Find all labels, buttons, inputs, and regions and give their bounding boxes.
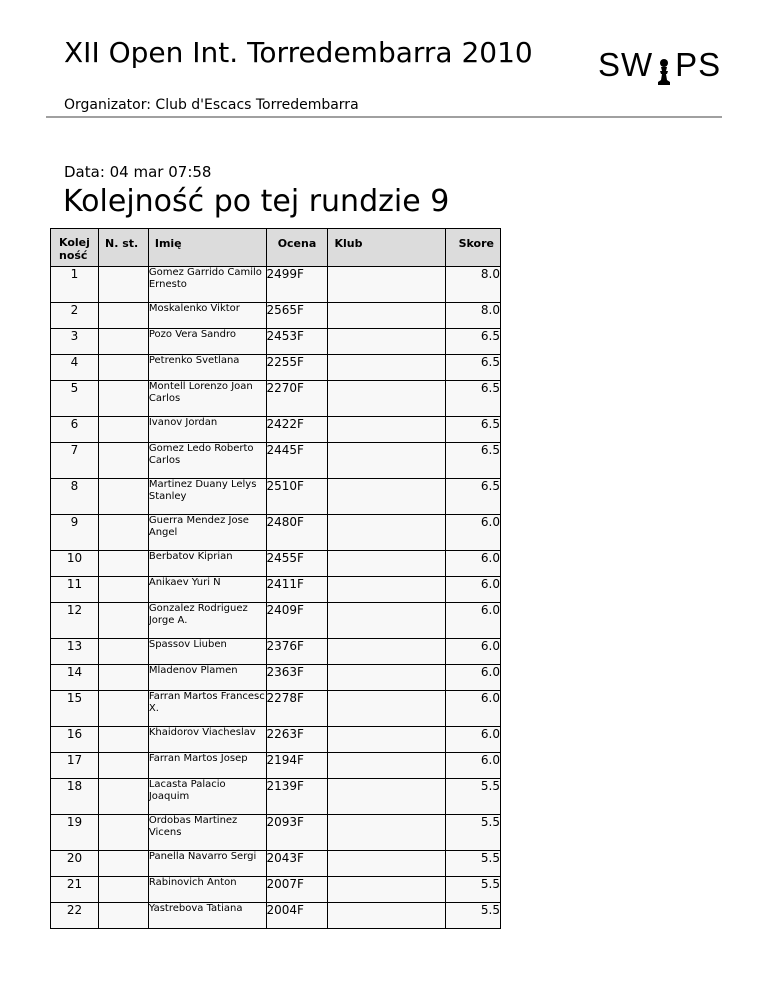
cell-rank: 3 (51, 329, 99, 355)
standings-body (51, 267, 501, 929)
cell-club (328, 355, 446, 381)
cell-start-no (98, 551, 148, 577)
cell-club (328, 603, 446, 639)
cell-rank: 13 (51, 639, 99, 665)
col-header-rank-line2: ność (59, 249, 88, 262)
cell-name: Pozo Vera Sandro (148, 329, 266, 355)
cell-start-no (98, 303, 148, 329)
table-row (51, 639, 501, 665)
cell-name: Montell Lorenzo Joan Carlos (148, 381, 266, 417)
cell-club (328, 727, 446, 753)
table-row (51, 443, 501, 479)
cell-club (328, 417, 446, 443)
table-row (51, 267, 501, 303)
cell-rating: 2278F (266, 691, 328, 727)
cell-rating: 2004F (266, 903, 328, 929)
cell-name: Martinez Duany Lelys Stanley (148, 479, 266, 515)
cell-rating: 2445F (266, 443, 328, 479)
cell-name: Khaidorov Viacheslav (148, 727, 266, 753)
table-header-row (51, 229, 501, 267)
cell-start-no (98, 753, 148, 779)
cell-start-no (98, 603, 148, 639)
cell-rating: 2565F (266, 303, 328, 329)
cell-club (328, 329, 446, 355)
table-row (51, 753, 501, 779)
cell-rank: 19 (51, 815, 99, 851)
cell-rating: 2411F (266, 577, 328, 603)
standings-table (50, 228, 501, 929)
table-row (51, 691, 501, 727)
col-header-rank-line1: Kolej (59, 236, 90, 249)
standings-heading: Kolejność po tej rundzie 9 (63, 184, 450, 219)
cell-name: Anikaev Yuri N (148, 577, 266, 603)
table-row (51, 815, 501, 851)
header-divider (46, 116, 722, 118)
cell-club (328, 779, 446, 815)
table-row (51, 779, 501, 815)
cell-rank: 1 (51, 267, 99, 303)
cell-club (328, 753, 446, 779)
cell-club (328, 577, 446, 603)
cell-club (328, 443, 446, 479)
cell-name: Petrenko Svetlana (148, 355, 266, 381)
table-row (51, 303, 501, 329)
table-row (51, 903, 501, 929)
table-row (51, 515, 501, 551)
cell-score: 5.5 (446, 779, 501, 815)
cell-rank: 6 (51, 417, 99, 443)
cell-rank: 8 (51, 479, 99, 515)
cell-rank: 20 (51, 851, 99, 877)
cell-club (328, 515, 446, 551)
cell-score: 5.5 (446, 815, 501, 851)
cell-name: Gonzalez Rodriguez Jorge A. (148, 603, 266, 639)
cell-name: Mladenov Plamen (148, 665, 266, 691)
report-date: Data: 04 mar 07:58 (64, 163, 212, 181)
cell-club (328, 639, 446, 665)
cell-name: Farran Martos Francesc X. (148, 691, 266, 727)
cell-score: 6.5 (446, 329, 501, 355)
col-header-club: Klub (328, 229, 446, 267)
cell-rating: 2480F (266, 515, 328, 551)
cell-score: 8.0 (446, 267, 501, 303)
cell-rating: 2422F (266, 417, 328, 443)
col-header-name: Imię (148, 229, 266, 267)
cell-score: 8.0 (446, 303, 501, 329)
cell-rank: 5 (51, 381, 99, 417)
cell-rating: 2376F (266, 639, 328, 665)
cell-rank: 7 (51, 443, 99, 479)
cell-score: 6.0 (446, 727, 501, 753)
cell-rating: 2007F (266, 877, 328, 903)
cell-rank: 16 (51, 727, 99, 753)
cell-start-no (98, 329, 148, 355)
cell-name: Guerra Mendez Jose Angel (148, 515, 266, 551)
organizer-line: Organizator: Club d'Escacs Torredembarra (64, 97, 359, 113)
table-row (51, 381, 501, 417)
cell-name: Gomez Garrido Camilo Ernesto (148, 267, 266, 303)
table-row (51, 577, 501, 603)
cell-rank: 17 (51, 753, 99, 779)
cell-score: 6.5 (446, 381, 501, 417)
table-row (51, 603, 501, 639)
swips-logo (598, 46, 721, 84)
cell-club (328, 551, 446, 577)
cell-club (328, 267, 446, 303)
cell-rating: 2409F (266, 603, 328, 639)
cell-name: Ivanov Jordan (148, 417, 266, 443)
cell-score: 6.5 (446, 417, 501, 443)
cell-rank: 18 (51, 779, 99, 815)
cell-name: Berbatov Kiprian (148, 551, 266, 577)
col-header-start-no: N. st. (98, 229, 148, 267)
cell-club (328, 877, 446, 903)
cell-start-no (98, 851, 148, 877)
cell-rating: 2453F (266, 329, 328, 355)
cell-score: 5.5 (446, 903, 501, 929)
cell-start-no (98, 355, 148, 381)
col-header-score: Skore (446, 229, 501, 267)
cell-start-no (98, 665, 148, 691)
cell-score: 6.0 (446, 603, 501, 639)
table-row (51, 355, 501, 381)
table-row (51, 727, 501, 753)
table-row (51, 665, 501, 691)
cell-score: 5.5 (446, 877, 501, 903)
cell-start-no (98, 443, 148, 479)
cell-score: 6.5 (446, 355, 501, 381)
table-row (51, 551, 501, 577)
cell-club (328, 691, 446, 727)
cell-start-no (98, 903, 148, 929)
cell-club (328, 479, 446, 515)
cell-rank: 10 (51, 551, 99, 577)
cell-rating: 2043F (266, 851, 328, 877)
table-row (51, 851, 501, 877)
cell-rank: 4 (51, 355, 99, 381)
cell-rating: 2255F (266, 355, 328, 381)
cell-rank: 14 (51, 665, 99, 691)
cell-club (328, 903, 446, 929)
cell-score: 6.5 (446, 443, 501, 479)
cell-name: Ordobas Martinez Vicens (148, 815, 266, 851)
cell-start-no (98, 267, 148, 303)
cell-rating: 2270F (266, 381, 328, 417)
cell-score: 6.5 (446, 479, 501, 515)
cell-start-no (98, 381, 148, 417)
cell-rank: 9 (51, 515, 99, 551)
cell-club (328, 815, 446, 851)
cell-name: Farran Martos Josep (148, 753, 266, 779)
cell-name: Lacasta Palacio Joaquim (148, 779, 266, 815)
cell-rank: 2 (51, 303, 99, 329)
cell-rank: 11 (51, 577, 99, 603)
col-header-rank (51, 229, 99, 267)
cell-club (328, 303, 446, 329)
cell-name: Yastrebova Tatiana (148, 903, 266, 929)
cell-rating: 2499F (266, 267, 328, 303)
chess-pawn-icon (654, 56, 674, 84)
cell-start-no (98, 417, 148, 443)
cell-start-no (98, 877, 148, 903)
table-row (51, 479, 501, 515)
tournament-title: XII Open Int. Torredembarra 2010 (64, 36, 533, 69)
cell-start-no (98, 727, 148, 753)
cell-rank: 15 (51, 691, 99, 727)
cell-score: 5.5 (446, 851, 501, 877)
cell-rating: 2363F (266, 665, 328, 691)
cell-rank: 12 (51, 603, 99, 639)
cell-start-no (98, 815, 148, 851)
cell-score: 6.0 (446, 515, 501, 551)
cell-rating: 2510F (266, 479, 328, 515)
cell-name: Moskalenko Viktor (148, 303, 266, 329)
cell-club (328, 381, 446, 417)
table-row (51, 329, 501, 355)
logo-text-left: SW (598, 46, 654, 83)
cell-score: 6.0 (446, 551, 501, 577)
cell-rank: 21 (51, 877, 99, 903)
cell-name: Rabinovich Anton (148, 877, 266, 903)
cell-score: 6.0 (446, 639, 501, 665)
cell-start-no (98, 639, 148, 665)
cell-score: 6.0 (446, 577, 501, 603)
cell-start-no (98, 779, 148, 815)
cell-name: Spassov Liuben (148, 639, 266, 665)
cell-rating: 2194F (266, 753, 328, 779)
cell-club (328, 665, 446, 691)
cell-rating: 2093F (266, 815, 328, 851)
cell-rank: 22 (51, 903, 99, 929)
cell-rating: 2455F (266, 551, 328, 577)
cell-rating: 2139F (266, 779, 328, 815)
cell-club (328, 851, 446, 877)
cell-start-no (98, 515, 148, 551)
table-row (51, 877, 501, 903)
cell-score: 6.0 (446, 665, 501, 691)
cell-start-no (98, 479, 148, 515)
cell-rating: 2263F (266, 727, 328, 753)
table-row (51, 417, 501, 443)
cell-start-no (98, 577, 148, 603)
cell-name: Gomez Ledo Roberto Carlos (148, 443, 266, 479)
cell-start-no (98, 691, 148, 727)
col-header-rating: Ocena (266, 229, 328, 267)
logo-text-right: PS (675, 46, 722, 83)
cell-score: 6.0 (446, 691, 501, 727)
cell-name: Panella Navarro Sergi (148, 851, 266, 877)
cell-score: 6.0 (446, 753, 501, 779)
